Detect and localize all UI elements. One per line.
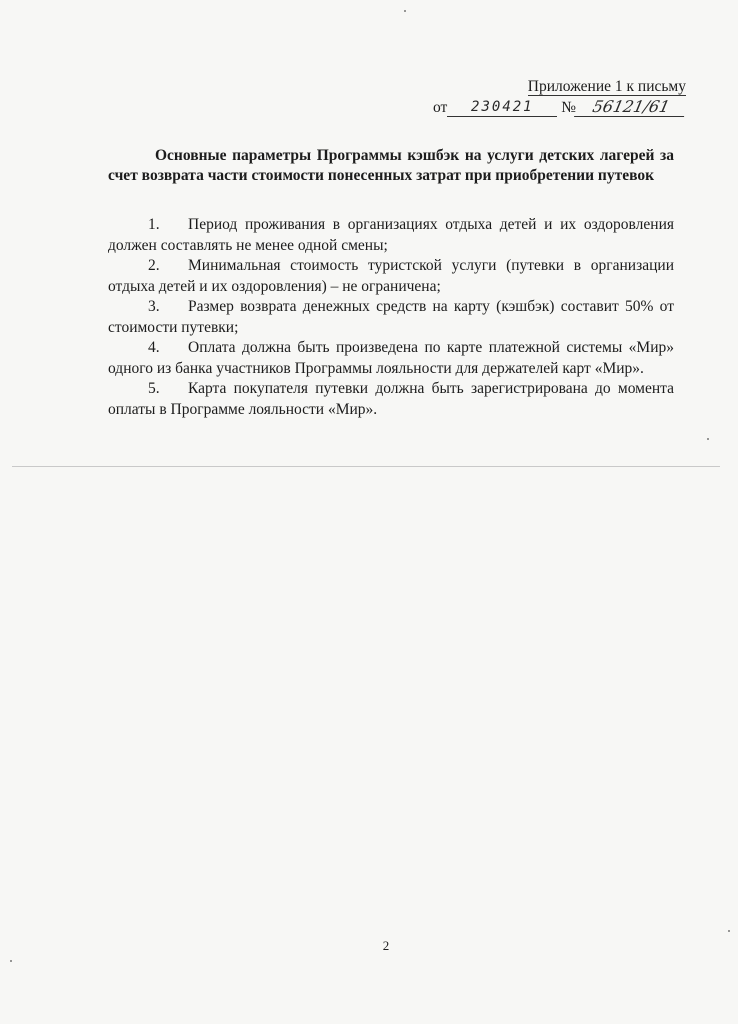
scan-speck xyxy=(404,10,406,12)
item-number: 4. xyxy=(148,339,160,356)
item-number: 2. xyxy=(148,257,160,274)
page-number: 2 xyxy=(382,938,390,953)
document-title: Основные параметры Программы кэшбэк на услуги детских лагерей за счет возврата части стоимости понесенных затрат при приобретении путевок xyxy=(108,147,674,184)
list-item xyxy=(108,379,674,420)
item-number: 5. xyxy=(148,380,160,397)
item-number: 1. xyxy=(148,216,160,233)
number-field: 56121/61 xyxy=(574,98,688,117)
list-item xyxy=(108,338,674,379)
item-text: Карта покупателя путевки должна быть зарегистрирована до момента оплаты в Программе лояльности «Мир». xyxy=(108,380,674,418)
item-text: Минимальная стоимость туристской услуги (путевки в организации отдыха детей и их оздоровления) – не ограничена; xyxy=(108,257,674,295)
scan-speck xyxy=(728,930,730,932)
list-item xyxy=(108,256,674,297)
scan-speck xyxy=(707,438,709,440)
attachment-reference xyxy=(433,78,686,117)
from-label: от xyxy=(433,99,448,116)
scan-speck xyxy=(10,960,12,962)
attachment-title: Приложение 1 к письму xyxy=(527,78,686,95)
attachment-date-number-line xyxy=(433,98,686,117)
list-item xyxy=(108,297,674,338)
number-label: № xyxy=(561,99,576,116)
parameter-list xyxy=(108,215,674,420)
date-field: 230421 xyxy=(447,98,557,117)
item-text: Размер возврата денежных средств на карту (кэшбэк) составит 50% от стоимости путевки; xyxy=(108,298,674,336)
item-text: Оплата должна быть произведена по карте платежной системы «Мир» одного из банка участников Программы лояльности для держателей карт «Мир». xyxy=(108,339,674,377)
item-text: Период проживания в организациях отдыха детей и их оздоровления должен составлять не менее одной смены; xyxy=(108,216,674,254)
item-number: 3. xyxy=(148,298,160,315)
list-item xyxy=(108,215,674,256)
scan-fold-line xyxy=(12,466,720,467)
